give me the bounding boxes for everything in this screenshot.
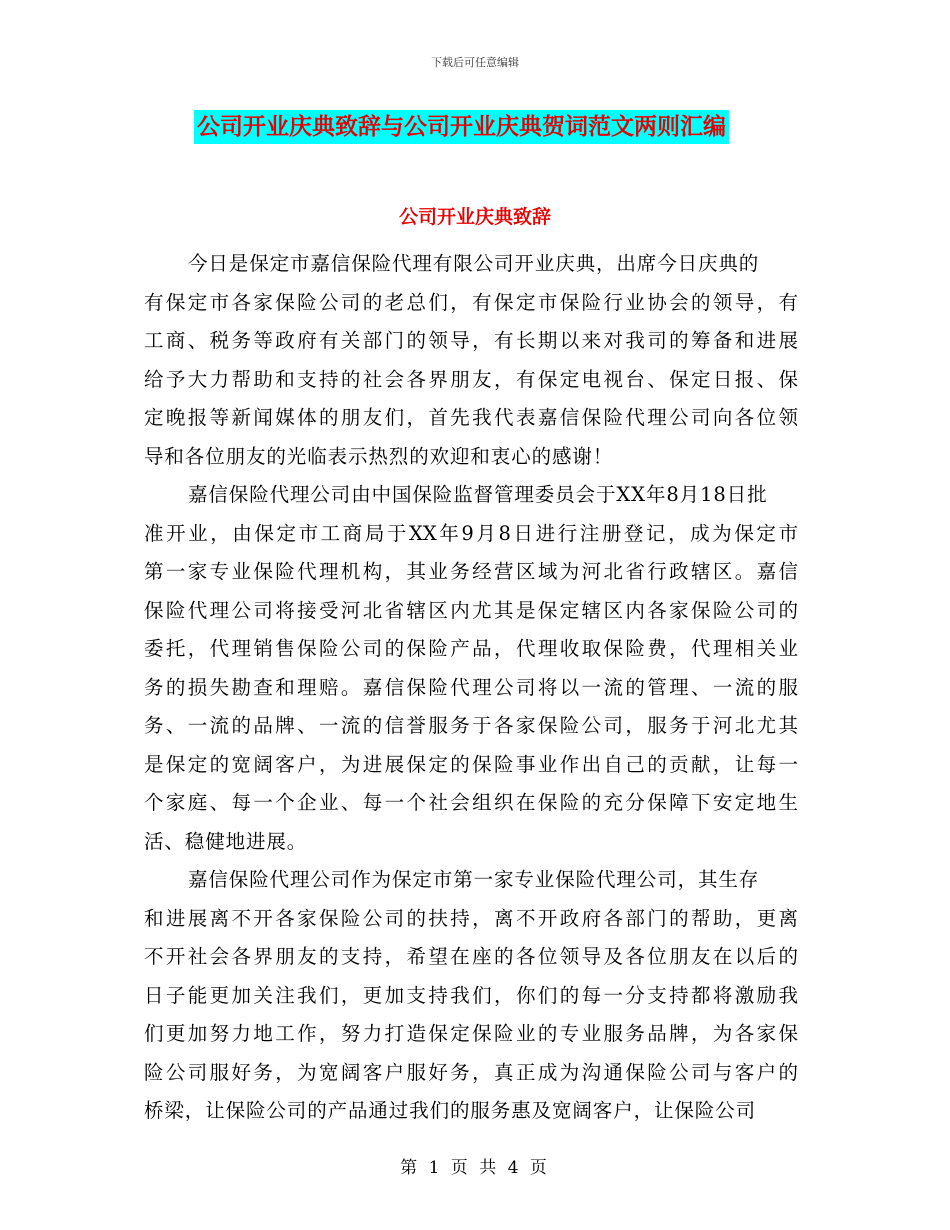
body-paragraph — [144, 861, 798, 1131]
paragraph-line: 工商、税务等政府有关部门的领导，有长期以来对我司的筹备和进展 — [144, 329, 798, 352]
paragraph-line: 是保定的宽阔客户，为进展保定的保险事业作出自己的贡献，让每一 — [144, 752, 798, 776]
page-number-footer: 第 1 页 共 4 页 — [400, 1158, 550, 1178]
paragraph-line: 今日是保定市嘉信保险代理有限公司开业庆典，出席今日庆典的 — [188, 252, 760, 275]
paragraph-line: 桥梁，让保险公司的产品通过我们的服务惠及宽阔客户，让保险公司 — [144, 1099, 757, 1122]
document-title: 公司开业庆典致辞与公司开业庆典贺词范文两则汇编 — [194, 110, 729, 144]
paragraph-line: 嘉信保险代理公司由中国保险监督管理委员会于XX年8月18日批 — [188, 483, 768, 506]
body-paragraph — [144, 476, 798, 861]
header-note: 下载后可任意编辑 — [431, 56, 519, 69]
section-title: 公司开业庆典致辞 — [398, 206, 551, 228]
paragraph-line: 们更加努力地工作，努力打造保定保险业的专业服务品牌，为各家保 — [144, 1022, 798, 1045]
document-body — [144, 245, 798, 1131]
paragraph-line: 第一家专业保险代理机构，其业务经营区域为河北省行政辖区。嘉信 — [144, 560, 798, 583]
paragraph-line: 和进展离不开各家保险公司的扶持，离不开政府各部门的帮助，更离 — [144, 906, 798, 930]
paragraph-line: 险公司服好务，为宽阔客户服好务，真正成为沟通保险公司与客户的 — [144, 1060, 798, 1084]
paragraph-line: 定晚报等新闻媒体的朋友们，首先我代表嘉信保险代理公司向各位领 — [144, 406, 798, 429]
paragraph-line: 委托，代理销售保险公司的保险产品，代理收取保险费，代理相关业 — [144, 637, 798, 660]
paragraph-line: 嘉信保险代理公司作为保定市第一家专业保险代理公司，其生存 — [188, 868, 760, 891]
paragraph-line: 给予大力帮助和支持的社会各界朋友，有保定电视台、保定日报、保 — [144, 367, 798, 391]
paragraph-line: 务、一流的品牌、一流的信誉服务于各家保险公司，服务于河北尤其 — [144, 714, 798, 737]
paragraph-line: 保险代理公司将接受河北省辖区内尤其是保定辖区内各家保险公司的 — [144, 598, 798, 622]
paragraph-line: 准开业，由保定市工商局于XX年9月8日进行注册登记，成为保定市 — [144, 521, 798, 545]
paragraph-line: 有保定市各家保险公司的老总们，有保定市保险行业协会的领导，有 — [144, 290, 798, 314]
paragraph-line: 个家庭、每一个企业、每一个社会组织在保险的充分保障下安定地生 — [144, 791, 798, 814]
paragraph-line: 不开社会各界朋友的支持，希望在座的各位领导及各位朋友在以后的 — [144, 945, 798, 968]
paragraph-line: 活、稳健地进展。 — [144, 829, 308, 853]
paragraph-line: 务的损失勘查和理赔。嘉信保险代理公司将以一流的管理、一流的服 — [144, 675, 798, 699]
paragraph-line: 导和各位朋友的光临表示热烈的欢迎和衷心的感谢！ — [144, 444, 614, 468]
body-paragraph — [144, 245, 798, 476]
paragraph-line: 日子能更加关注我们，更加支持我们，你们的每一分支持都将激励我 — [144, 983, 798, 1007]
